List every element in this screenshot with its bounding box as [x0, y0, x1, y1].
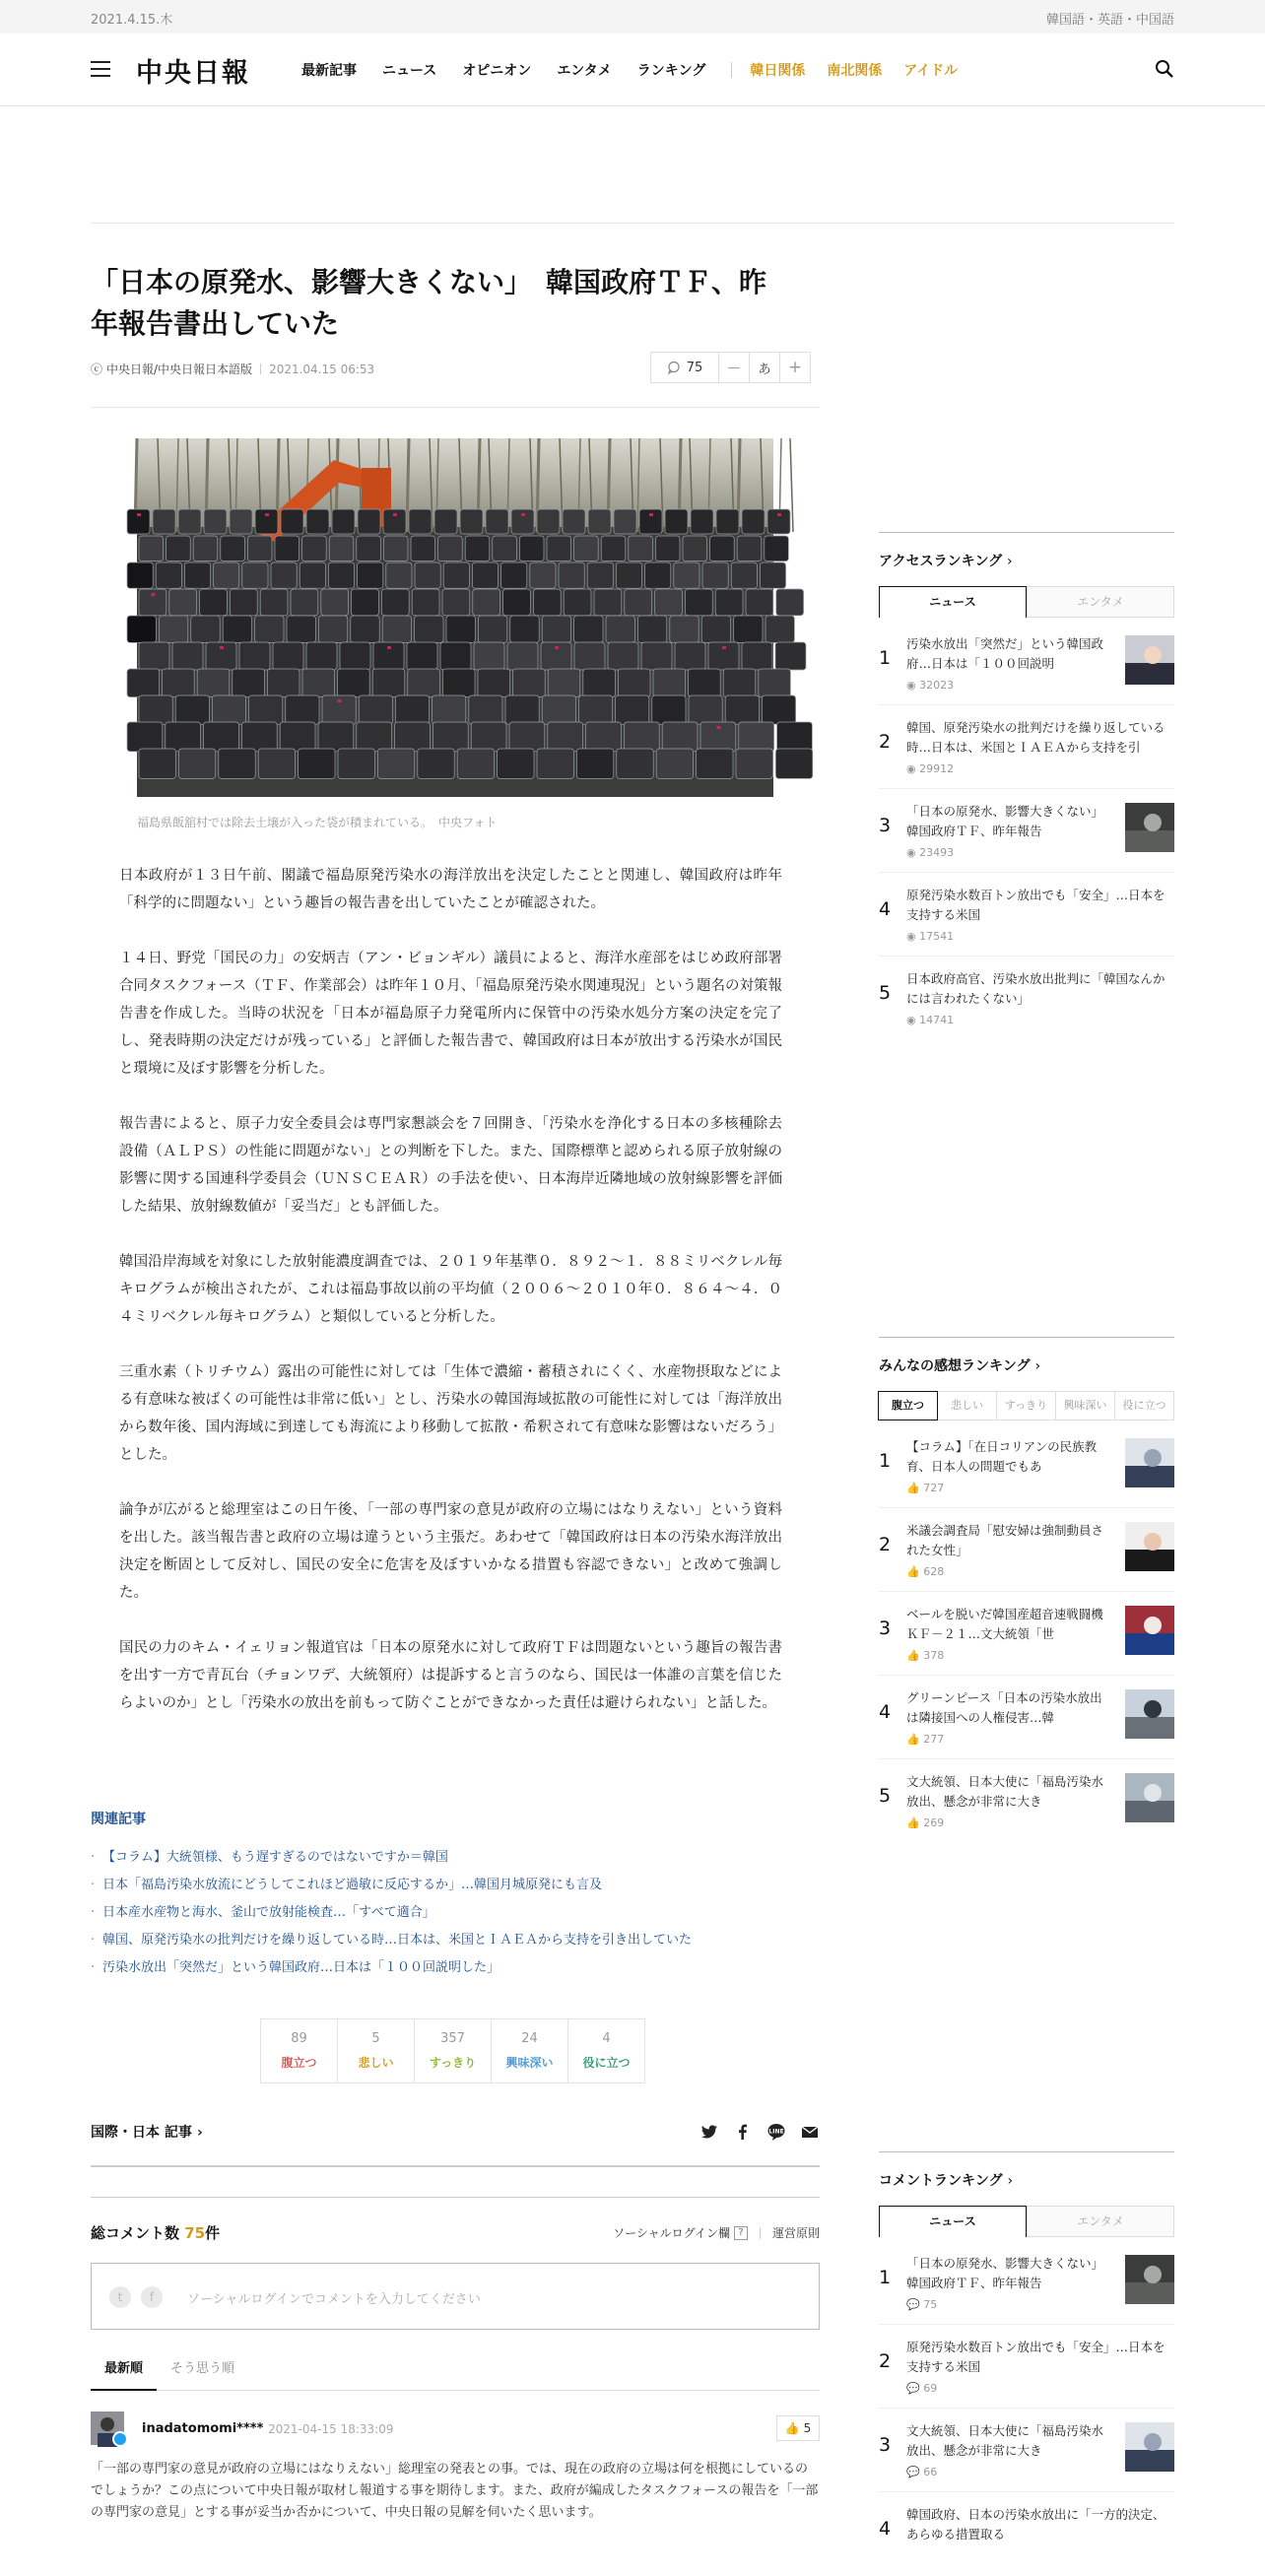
view-count: 23493 — [919, 846, 955, 859]
rank-headline[interactable]: 原発汚染水数百トン放出でも「安全」…日本を支持する米国 — [906, 888, 1165, 922]
rank-meta — [906, 2382, 937, 2395]
comment-time: 2021-04-15 18:33:09 — [268, 2422, 394, 2436]
view-count: 17541 — [919, 930, 955, 943]
rank-number: 3 — [879, 815, 892, 836]
thumbs-up-icon: 💬 — [906, 2466, 924, 2478]
rank-meta — [906, 930, 954, 943]
rank-meta — [906, 1816, 944, 1829]
rank-headline[interactable]: 「日本の原発水、影響大きくない」 韓国政府ＴＦ、昨年報告 — [906, 2256, 1110, 2290]
nav-latest[interactable]: 最新記事 — [301, 63, 357, 79]
search-icon[interactable] — [1155, 59, 1174, 79]
article-paragraph: 三重水素（トリチウム）露出の可能性に対しては「生体で濃縮・蓄積されにくく、水産物摂取などによる有意味な被ばくの可能性は非常に低い」とし、汚染水の韓国海域拡散の可能性に対しては「海洋放出から数年後、国内海域に到達しても海流により移動して拡散・希釈されて有意味な影響はないだろう」とした。 — [119, 1364, 782, 1463]
reaction-count: 269 — [923, 1816, 945, 1829]
access-ranking-tabs — [879, 586, 1174, 618]
nav-divider — [731, 62, 732, 78]
ranking-item[interactable] — [879, 622, 1174, 705]
nav-opinion[interactable]: オピニオン — [462, 63, 532, 79]
nav-entertainment[interactable]: エンタメ — [557, 63, 612, 79]
ranking-item[interactable] — [879, 1759, 1174, 1843]
rank-headline[interactable]: グリーンピース「日本の汚染水放出は隣接国への人権侵害…韓 — [906, 1690, 1102, 1725]
twitter-icon[interactable] — [699, 2122, 719, 2142]
thumbs-up-icon: 💬 — [906, 2382, 924, 2395]
chevron-right-icon: › — [1007, 2173, 1014, 2189]
comment-ranking-tabs — [879, 2206, 1174, 2237]
article-photo — [137, 438, 773, 797]
nav-north-south[interactable]: 南北関係 — [827, 63, 883, 79]
rank-number: 4 — [879, 2518, 892, 2540]
article-paragraph: 韓国沿岸海域を対象にした放射能濃度調査では、２０１９年基準０．８９２～１．８８ミリベクレル毎キログラムが検出されたが、これは福島事故以前の平均値（２００６～２０１０年０．８６４～４．０４ミリベクレル毎キログラム）と類似していると分析した。 — [119, 1254, 782, 1325]
article-thumbnail[interactable] — [1125, 1606, 1174, 1655]
related-link[interactable]: · 日本産水産物と海水、釜山で放射能検査…「すべて適合」 — [91, 1899, 820, 1927]
ranking-item[interactable] — [879, 2241, 1174, 2325]
rank-meta — [906, 846, 954, 859]
reaction-label: 役に立つ — [582, 2056, 631, 2070]
reaction-label: すっきり — [429, 2056, 477, 2070]
thumbs-up-icon: 💬 — [906, 2298, 924, 2311]
ranking-item[interactable] — [879, 2325, 1174, 2409]
rank-headline[interactable]: 韓国政府、日本の汚染水放出に「一方的決定、あらゆる措置取る — [906, 2507, 1165, 2542]
social-login-label[interactable]: ソーシャルログイン欄 — [613, 2226, 730, 2240]
reaction-count: 4 — [602, 2031, 611, 2046]
ranking-item[interactable] — [879, 2409, 1174, 2492]
copyright-icon: ⓒ — [91, 363, 103, 376]
rank-number: 3 — [879, 1618, 892, 1639]
nav-ranking[interactable]: ランキング — [636, 63, 706, 79]
ranking-item[interactable] — [879, 1508, 1174, 1592]
view-count: 29912 — [919, 762, 955, 775]
ranking-item[interactable] — [879, 2492, 1174, 2576]
reaction-count: 628 — [923, 1565, 945, 1578]
article-headline: 「日本の原発水、影響大きくない」 韓国政府ＴＦ、昨年報告書出していた — [91, 266, 767, 340]
thumbs-up-icon: 👍 — [906, 1733, 924, 1746]
rank-meta — [906, 1733, 944, 1746]
article-thumbnail[interactable] — [1125, 803, 1174, 852]
rank-headline[interactable]: 米議会調査局「慰安婦は強制動員された女性」 — [906, 1523, 1104, 1557]
ranking-item[interactable] — [879, 789, 1174, 873]
rank-number: 4 — [879, 1701, 892, 1723]
tab-news[interactable]: ニュース — [879, 2206, 1027, 2237]
comment-count: 75 — [686, 360, 703, 375]
comment-placeholder: ソーシャルログインでコメントを入力してください — [187, 2292, 481, 2307]
comments-header — [91, 2222, 820, 2243]
rank-number: 5 — [879, 1785, 892, 1807]
rank-meta — [906, 679, 954, 692]
reaction-button[interactable] — [491, 2018, 568, 2083]
facebook-login-icon[interactable]: f — [141, 2286, 163, 2308]
comment-ranking — [879, 2151, 1174, 2576]
reaction-count: 24 — [521, 2031, 538, 2046]
comment-username: inadatomomi**** — [142, 2421, 264, 2436]
tab-refreshing[interactable]: すっきり — [996, 1391, 1056, 1420]
eye-icon: ◉ — [906, 1014, 920, 1026]
reaction-ranking-tabs — [879, 1391, 1174, 1420]
thumbs-up-icon: 👍 — [906, 1649, 924, 1662]
reaction-count: 5 — [371, 2031, 380, 2046]
comment-like-count: 5 — [803, 2421, 812, 2435]
article-thumbnail[interactable] — [1125, 2422, 1174, 2472]
tab-angry[interactable]: 腹立つ — [878, 1391, 938, 1420]
rank-meta — [906, 762, 954, 775]
reaction-button[interactable] — [337, 2018, 415, 2083]
rank-number: 2 — [879, 2350, 892, 2372]
font-decrease-button[interactable]: — — [718, 352, 750, 383]
nav-news[interactable]: ニュース — [382, 63, 437, 79]
rank-number: 2 — [879, 1534, 892, 1555]
reaction-label: 腹立つ — [281, 2056, 317, 2070]
facebook-icon[interactable] — [733, 2122, 753, 2142]
article-thumbnail[interactable] — [1125, 1773, 1174, 1822]
rank-headline[interactable]: 文大統領、日本大使に「福島汚染水放出、懸念が非常に大き — [906, 2423, 1104, 2458]
article-thumbnail[interactable] — [1125, 635, 1174, 685]
comment-total — [91, 2224, 220, 2242]
view-count: 14741 — [919, 1014, 955, 1026]
article-thumbnail[interactable] — [1125, 1522, 1174, 1571]
rank-headline[interactable]: 文大統領、日本大使に「福島汚染水放出、懸念が非常に大き — [906, 1774, 1104, 1809]
rank-meta — [906, 1014, 954, 1026]
rank-number: 1 — [879, 647, 892, 669]
rank-meta — [906, 1482, 944, 1494]
comment-input-box[interactable] — [91, 2263, 820, 2330]
tab-news[interactable]: ニュース — [879, 586, 1027, 618]
related-link[interactable]: · 汚染水放出「突然だ」という韓国政府…日本は「１００回説明した」 — [91, 1954, 820, 1982]
article-body — [119, 862, 782, 1745]
reaction-count: 66 — [923, 2466, 938, 2478]
ranking-item[interactable] — [879, 1424, 1174, 1508]
reaction-count: 89 — [291, 2031, 307, 2046]
article-datetime: 2021.04.15 06:53 — [269, 362, 375, 376]
current-date: 2021.4.15.木 — [91, 13, 173, 28]
ranking-item[interactable] — [879, 1676, 1174, 1759]
access-ranking — [879, 532, 1174, 1040]
comment-total-suffix: 件 — [205, 2224, 221, 2242]
eye-icon: ◉ — [906, 846, 920, 859]
reaction-count: 378 — [923, 1649, 945, 1662]
rank-number: 5 — [879, 982, 892, 1004]
article-thumbnail[interactable] — [1125, 1438, 1174, 1487]
rank-headline[interactable]: 韓国、原発汚染水の批判だけを繰り返している時…日本は、米国とＩＡＥＡから支持を引 — [906, 720, 1165, 755]
tab-entertainment[interactable]: エンタメ — [1027, 2206, 1174, 2237]
ranking-item[interactable] — [879, 705, 1174, 789]
reaction-button[interactable] — [567, 2018, 645, 2083]
article-tools — [651, 352, 811, 383]
article-paragraph: 日本政府が１３日午前、閣議で福島原発汚染水の海洋放出を決定したことと関連し、韓国政府は昨年「科学的に問題ない」という趣旨の報告書を出していたことが確認された。 — [119, 868, 782, 911]
reaction-ranking-title[interactable]: みんなの感想ランキング › — [879, 1358, 1041, 1374]
thumbs-up-icon: 👍 — [784, 2421, 800, 2435]
rank-headline[interactable]: 【コラム】「在日コリアンの民族教育、日本人の問題でもあ — [906, 1439, 1098, 1474]
policy-link[interactable]: 運営原則 — [771, 2226, 820, 2240]
sort-agree-tab[interactable]: そう思う順 — [170, 2361, 235, 2376]
tab-interesting[interactable]: 興味深い — [1055, 1391, 1115, 1420]
access-ranking-title[interactable]: アクセスランキング › — [879, 554, 1013, 569]
line-icon[interactable] — [766, 2122, 786, 2142]
thumbs-up-icon: 👍 — [906, 1816, 924, 1829]
comment-total-label: 総コメント数 — [91, 2224, 180, 2242]
meta-divider — [260, 363, 261, 374]
rank-meta — [906, 2466, 937, 2478]
comment-total-count: 75 — [184, 2224, 206, 2242]
font-size-label: あ — [749, 352, 780, 383]
eye-icon: ◉ — [906, 930, 920, 943]
comment-sort-tabs — [91, 2349, 820, 2391]
language-links[interactable]: 韓国語・英語・中国語 — [1045, 13, 1174, 28]
related-link[interactable]: · 韓国、原発汚染水の批判だけを繰り返している時…日本は、米国とＩＡＥＡから支持を引き出していた — [91, 1927, 820, 1954]
rank-headline[interactable]: 原発汚染水数百トン放出でも「安全」…日本を支持する米国 — [906, 2340, 1165, 2374]
article-paragraph: 論争が広がると総理室はこの日午後、「一部の専門家の意見が政府の立場にはなりえない」という資料を出した。該当報告書と政府の立場は違うという主張だ。あわせて「韓国政府は日本の汚染水海洋放出決定を断固として反対し、国民の安全に危害を及ぼすいかなる措置も容認できない」と改めて強調した。 — [119, 1502, 782, 1601]
comment-count-button[interactable] — [650, 352, 719, 383]
view-count: 32023 — [919, 679, 955, 692]
reaction-buttons — [261, 2018, 645, 2083]
thumbs-up-icon: 👍 — [906, 1565, 924, 1578]
rank-headline[interactable]: ベールを脱いだ韓国産超音速戦闘機ＫＦ－２１…文大統領「世 — [906, 1607, 1103, 1641]
sort-latest-tab[interactable]: 最新順 — [91, 2349, 157, 2391]
tab-sad[interactable]: 悲しい — [937, 1391, 997, 1420]
article-thumbnail[interactable] — [1125, 2255, 1174, 2304]
site-logo[interactable]: 中央日報 — [136, 58, 250, 89]
category-row — [91, 2122, 820, 2167]
chevron-right-icon: › — [1034, 1358, 1041, 1374]
ad-area-divider — [91, 223, 1174, 224]
rank-meta — [906, 1565, 944, 1578]
related-link[interactable]: · 日本「福島汚染水放流にどうしてこれほど過敏に反応するか」…韓国月城原発にも言及 — [91, 1872, 820, 1899]
rank-number: 2 — [879, 731, 892, 753]
comment-like-button[interactable] — [776, 2415, 820, 2441]
eye-icon: ◉ — [906, 679, 920, 692]
ranking-item[interactable] — [879, 873, 1174, 957]
help-icon[interactable]: ? — [734, 2226, 748, 2240]
font-increase-button[interactable]: + — [779, 352, 811, 383]
related-articles — [91, 1809, 820, 1982]
tab-useful[interactable]: 役に立つ — [1114, 1391, 1174, 1420]
related-title: 関連記事 — [91, 1812, 146, 1827]
site-header — [0, 33, 1265, 106]
rank-headline[interactable]: 汚染水放出「突然だ」という韓国政府…日本は「１００回説明 — [906, 636, 1104, 671]
comments-divider — [91, 2197, 820, 2198]
svg-text:LINE: LINE — [768, 2128, 784, 2136]
chevron-right-icon: › — [196, 2125, 203, 2141]
reaction-count: 69 — [923, 2382, 938, 2395]
comment-bubble-icon — [667, 361, 681, 374]
reaction-button[interactable] — [414, 2018, 492, 2083]
rank-number: 3 — [879, 2434, 892, 2456]
rank-meta — [906, 1649, 944, 1662]
twitter-badge-icon — [112, 2431, 128, 2447]
share-buttons — [686, 2122, 820, 2142]
article-paragraph: 国民の力のキム・イェリョン報道官は「日本の原発水に対して政府ＴＦは問題ないという趣旨の報告書を出す一方で青瓦台（チョンワデ、大統領府）は提訴すると言うのなら、国民は一体誰の言葉を信じたらよいのか」とし「汚染水の放出を前もって防ぐことができなかった責任は避けられない」と話した。 — [119, 1640, 782, 1711]
rank-headline[interactable]: 「日本の原発水、影響大きくない」 韓国政府ＴＦ、昨年報告 — [906, 804, 1110, 838]
related-link[interactable]: · 【コラム】大統領様、もう遅すぎるのではないですか＝韓国 — [91, 1844, 820, 1872]
category-link[interactable]: 国際・日本 記事 — [91, 2125, 192, 2141]
ranking-item[interactable] — [879, 1592, 1174, 1676]
reaction-button[interactable] — [260, 2018, 338, 2083]
photo-caption: 福島県飯舘村では除去土壌が入った袋が積まれている。 中央フォト — [137, 816, 498, 829]
rank-number: 1 — [879, 2267, 892, 2288]
article-thumbnail[interactable] — [1125, 1689, 1174, 1739]
options-divider — [760, 2227, 761, 2239]
article-header-divider — [91, 407, 820, 408]
eye-icon: ◉ — [906, 762, 920, 775]
comment-text: 「一部の専門家の意見が政府の立場にはなりえない」総理室の発表との事。では、現在の政府の立場は何を根拠にしているのでしょうか？この点について中央日報が取材し報道する事を期待します。また、政府が編成したタスクフォースの報告を「一部の専門家の意見」とする事が妥当か否かについて、中央日報の見解を伺いたく思います。 — [91, 2462, 819, 2520]
main-nav — [301, 60, 979, 80]
mail-icon[interactable] — [800, 2122, 820, 2142]
nav-idol[interactable]: アイドル — [903, 63, 959, 79]
comment-options — [613, 2224, 820, 2241]
reaction-label: 悲しい — [358, 2056, 394, 2070]
ranking-item[interactable] — [879, 957, 1174, 1040]
nav-korea-japan[interactable]: 韓日関係 — [750, 63, 806, 79]
reaction-ranking — [879, 1337, 1174, 1843]
rank-meta — [906, 2298, 937, 2311]
hamburger-menu-icon[interactable] — [91, 61, 110, 77]
chevron-right-icon: › — [1007, 554, 1013, 569]
thumbs-up-icon: 👍 — [906, 1482, 924, 1494]
rank-number: 1 — [879, 1450, 892, 1472]
reaction-count: 727 — [923, 1482, 945, 1494]
article-source: 中央日報/中央日報日本語版 — [106, 363, 253, 376]
rank-number: 4 — [879, 898, 892, 920]
reaction-count: 357 — [440, 2031, 465, 2046]
utility-bar — [0, 0, 1265, 33]
article-meta — [91, 361, 374, 377]
comment-ranking-title[interactable]: コメントランキング › — [879, 2173, 1014, 2189]
twitter-login-icon[interactable]: t — [109, 2286, 131, 2308]
rank-headline[interactable]: 日本政府高官、汚染水放出批判に「韓国なんかには言われたくない」 — [906, 971, 1165, 1006]
reaction-label: 興味深い — [505, 2056, 554, 2070]
reaction-count: 75 — [923, 2298, 938, 2311]
article-paragraph: １４日、野党「国民の力」の安炳吉（アン・ビョンギル）議員によると、海洋水産部をはじめ政府部署合同タスクフォース（ＴＦ、作業部会）は昨年１０月、「福島原発汚染水関連現況」という題名の対策報告書を作成した。当時の状況を「日本が福島原子力発電所内に保管中の汚染水処分方案の決定を完了し、発表時期の決定だけが残っている」と評価した報告書で、韓国政府は日本が放出する汚染水が国民と環境に及ぼす影響を分析した。 — [119, 951, 782, 1077]
article-paragraph: 報告書によると、原子力安全委員会は専門家懇談会を７回開き、「汚染水を浄化する日本の多核種除去設備（ＡＬＰＳ）の性能に問題がない」との判断を下した。また、国際標準と認められる原子放射線の影響に関する国連科学委員会（ＵＮＳＣＥＡＲ）の手法を使い、日本海岸近隣地域の放射線影響を評価した結果、放射線数値が「妥当だ」とも評価した。 — [119, 1116, 782, 1215]
tab-entertainment[interactable]: エンタメ — [1027, 586, 1174, 618]
reaction-count: 277 — [923, 1733, 945, 1746]
